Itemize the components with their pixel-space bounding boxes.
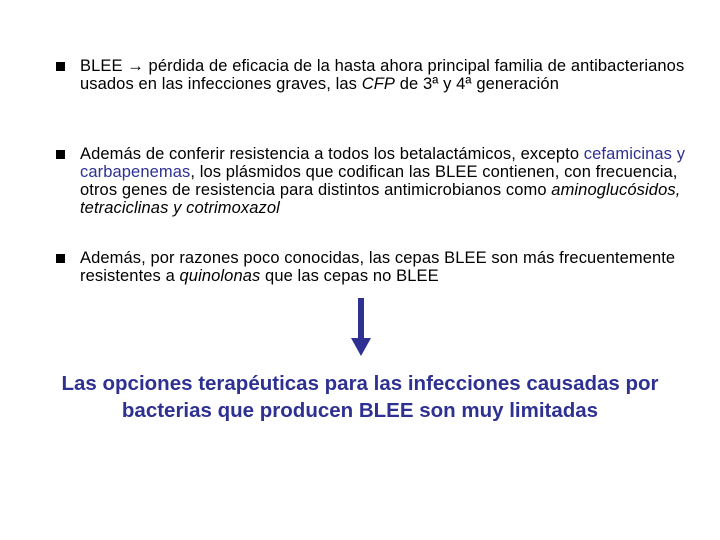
bullet-3-text: Además, por razones poco conocidas, las cepas BLEE son más frecuentemente resistentes a: [80, 249, 676, 285]
bullet-text-2: [80, 145, 696, 217]
bullet-1-text: BLEE → pérdida de eficacia de la hasta ahora principal familia de antibacterianos usados en las infecciones graves, las: [80, 57, 685, 93]
bullet-2-highlight: cefamicinas y carbapenemas: [80, 145, 686, 181]
square-bullet-icon: [56, 254, 65, 263]
bullet-3-italic: quinolonas: [179, 267, 261, 285]
bullet-2-text: Además de conferir resistencia a todos los betalactámicos, excepto: [80, 145, 584, 163]
bullet-2-italic: aminoglucósidos, tetraciclinas y cotrimoxazol: [80, 181, 681, 217]
square-bullet-icon: [56, 150, 65, 159]
square-bullet-icon: [56, 62, 65, 71]
bullet-1-italic: CFP: [361, 75, 396, 93]
bullet-text-1: [80, 57, 696, 93]
down-arrow-icon: [350, 298, 372, 356]
bullet-item-2: [56, 145, 696, 217]
bullet-3-text-end: que las cepas no BLEE: [260, 267, 439, 285]
bullet-2-text-mid: , los plásmidos que codifican las BLEE contienen, con frecuencia, otros genes de resistencia para distintos antimicrobianos como: [80, 163, 678, 199]
conclusion-text: Las opciones terapéuticas para las infecciones causadas por bacterias que producen BLEE son muy limitadas: [61, 372, 659, 422]
bullet-1-text-end: de 3ª y 4ª generación: [395, 75, 559, 93]
bullet-item-3: [56, 249, 696, 285]
bullet-text-3: [80, 249, 696, 285]
bullet-item-1: [56, 57, 696, 93]
